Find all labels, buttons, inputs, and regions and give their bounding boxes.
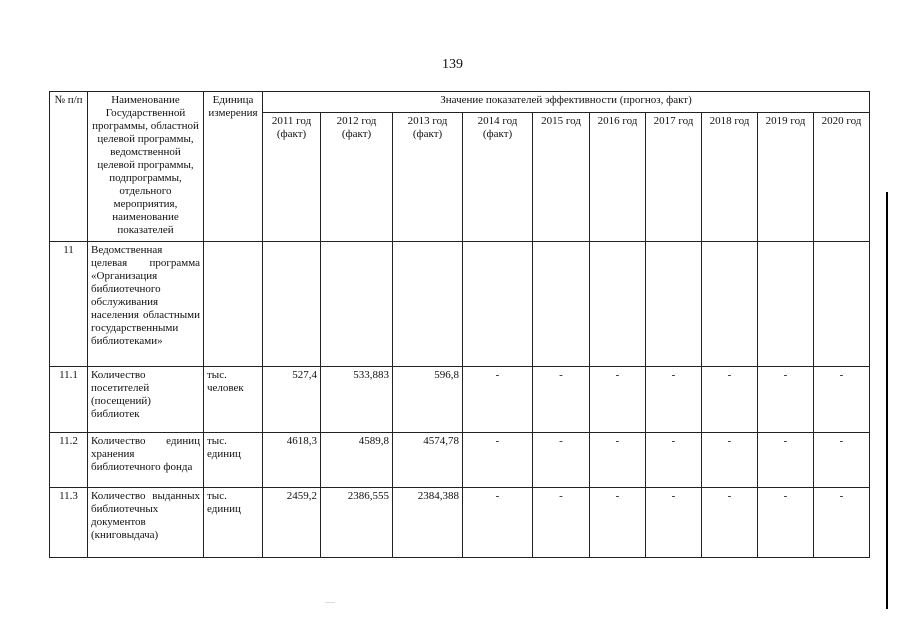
header-no: № п/п [50,92,88,242]
row-value [533,242,590,367]
header-values-title: Значение показателей эффективности (прогноз, факт) [263,92,870,113]
header-name: Наименование Государственной программы, областной целевой программы, ведомственной целевой программы, подпрограммы, отдельного мероприятия, наименование показателей [88,92,204,242]
indicators-table [49,91,870,558]
row-name: Ведомственная целевая программа «Организация библиотечного обслуживания населения областными государственными библиотеками» [88,242,204,367]
row-value: 527,4 [263,367,321,433]
row-name: Количество посетителей (посещений) библиотек [88,367,204,433]
row-name: Количество выданных библиотечных документов (книговыдача) [88,488,204,558]
row-value: 4618,3 [263,433,321,488]
row-value: 4574,78 [393,433,463,488]
row-no: 11.2 [50,433,88,488]
row-value [463,242,533,367]
header-unit: Единица измерения [204,92,263,242]
header-year-2020: 2020 год [814,112,870,241]
row-value [702,242,758,367]
row-unit: тыс. человек [204,367,263,433]
row-value [263,242,321,367]
row-no: 11.1 [50,367,88,433]
header-year-2016: 2016 год [590,112,646,241]
row-value: - [533,488,590,558]
row-value: - [758,433,814,488]
row-no: 11 [50,242,88,367]
row-value: 533,883 [321,367,393,433]
row-value: - [758,367,814,433]
row-value [590,242,646,367]
row-value: - [814,433,870,488]
row-value: 2459,2 [263,488,321,558]
margin-binding-line [886,192,888,609]
row-value: 2384,388 [393,488,463,558]
row-value: - [590,367,646,433]
header-year-2014: 2014 год (факт) [463,112,533,241]
table-row [50,367,870,433]
row-value [646,242,702,367]
row-value: - [646,433,702,488]
row-value: - [814,367,870,433]
row-value: - [463,488,533,558]
row-value [321,242,393,367]
row-value: 4589,8 [321,433,393,488]
row-no: 11.3 [50,488,88,558]
row-value: - [533,367,590,433]
header-year-2011: 2011 год (факт) [263,112,321,241]
page-number: 139 [442,57,463,72]
row-value: - [758,488,814,558]
header-year-2019: 2019 год [758,112,814,241]
table-row [50,242,870,367]
row-unit: тыс. единиц [204,488,263,558]
row-unit: тыс. единиц [204,433,263,488]
row-value: - [533,433,590,488]
row-value: - [702,433,758,488]
header-year-2017: 2017 год [646,112,702,241]
row-value: - [702,488,758,558]
header-year-2015: 2015 год [533,112,590,241]
row-value: - [463,433,533,488]
row-value: 596,8 [393,367,463,433]
row-value: - [646,488,702,558]
table-header [50,92,870,242]
row-value [758,242,814,367]
row-value: - [702,367,758,433]
row-name: Количество единиц хранения библиотечного фонда [88,433,204,488]
row-value: - [590,433,646,488]
row-value: - [590,488,646,558]
row-value [814,242,870,367]
table-row [50,433,870,488]
row-value [393,242,463,367]
table-row [50,488,870,558]
row-value: - [646,367,702,433]
row-value: - [814,488,870,558]
header-year-2013: 2013 год (факт) [393,112,463,241]
header-year-2012: 2012 год (факт) [321,112,393,241]
scan-mark [325,602,335,603]
row-value: - [463,367,533,433]
row-unit [204,242,263,367]
header-year-2018: 2018 год [702,112,758,241]
row-value: 2386,555 [321,488,393,558]
